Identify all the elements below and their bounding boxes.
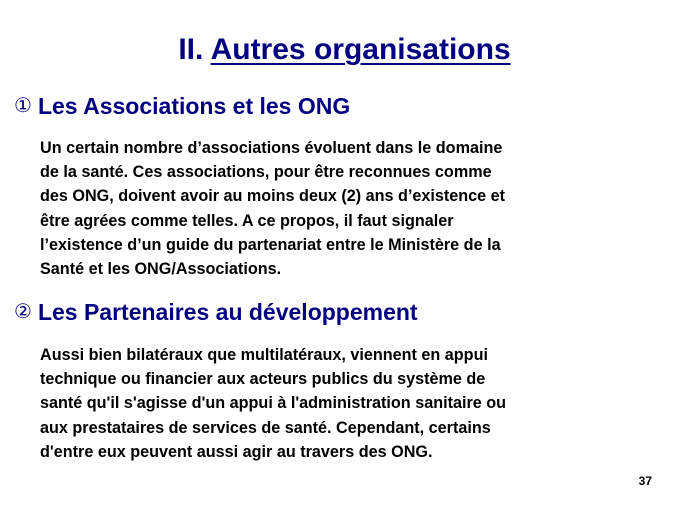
paragraph-line: aux prestataires de services de santé. Cependant, certains <box>40 418 491 437</box>
section-heading-associations <box>14 90 350 121</box>
title-prefix: II. <box>178 33 211 66</box>
paragraph-line: Aussi bien bilatéraux que multilatéraux, viennent en appui <box>40 346 488 364</box>
paragraph-line: technique ou financier aux acteurs publics du système de <box>40 370 486 389</box>
paragraph-line: de la santé. Ces associations, pour être reconnues comme <box>40 163 492 182</box>
section-heading-label: Les Partenaires au développement <box>37 299 418 325</box>
paragraph-line: être agrées comme telles. A ce propos, il faut signaler <box>40 211 454 230</box>
title-main: Autres organisations <box>210 33 511 66</box>
paragraph-line: des ONG, doivent avoir au moins deux (2) ans d’existence et <box>40 187 506 206</box>
page-number: 37 <box>638 474 652 488</box>
paragraph-line: d'entre eux peuvent aussi agir au travers des ONG. <box>40 442 433 461</box>
section-paragraph-partenaires <box>40 343 680 464</box>
paragraph-line: l’existence d’un guide du partenariat entre le Ministère de la <box>40 235 501 254</box>
circled-two-icon: ② <box>14 299 32 323</box>
circled-one-icon: ① <box>14 93 32 117</box>
section-heading-partenaires <box>14 296 418 327</box>
paragraph-line: santé qu'il s'agisse d'un appui à l'administration sanitaire ou <box>40 394 507 413</box>
section-paragraph-associations <box>40 136 680 281</box>
slide-title <box>0 30 689 70</box>
paragraph-line: Santé et les ONG/Associations. <box>40 260 282 279</box>
paragraph-line: Un certain nombre d’associations évoluent dans le domaine <box>40 139 503 157</box>
section-heading-label: Les Associations et les ONG <box>37 93 351 119</box>
